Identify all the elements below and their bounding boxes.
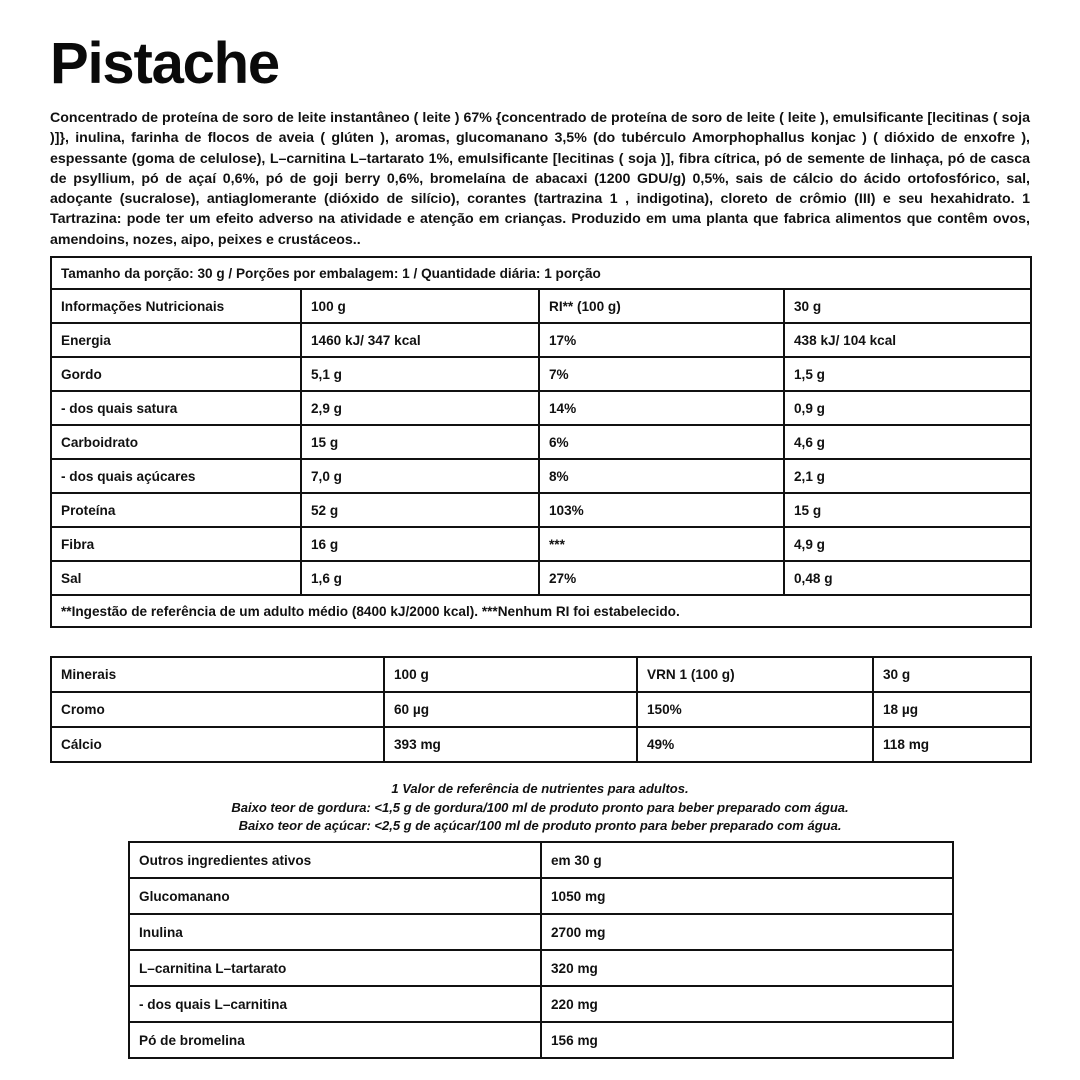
nutrient-ri: 14%: [539, 391, 784, 425]
table-row: [129, 914, 953, 950]
column-header-label: Outros ingredientes ativos: [129, 842, 541, 878]
table-header-row: [51, 289, 1031, 323]
column-header-label: Minerais: [51, 657, 384, 692]
nutrient-ri: 27%: [539, 561, 784, 595]
nutrient-per-30g: 4,6 g: [784, 425, 1031, 459]
column-header-vrn: VRN 1 (100 g): [637, 657, 873, 692]
table-row: [51, 692, 1031, 727]
nutrient-label: - dos quais açúcares: [51, 459, 301, 493]
ingredient-amount: 320 mg: [541, 950, 953, 986]
serving-size-note: Tamanho da porção: 30 g / Porções por embalagem: 1 / Quantidade diária: 1 porção: [51, 257, 1031, 289]
table-row: [51, 357, 1031, 391]
page-title: Pistache: [50, 31, 279, 96]
nutrient-per-30g: 4,9 g: [784, 527, 1031, 561]
nutrient-per-30g: 1,5 g: [784, 357, 1031, 391]
nutrient-per-100g: 1460 kJ/ 347 kcal: [301, 323, 539, 357]
nutrient-per-100g: 15 g: [301, 425, 539, 459]
table-row: [51, 727, 1031, 762]
table-row: [129, 878, 953, 914]
ingredients-paragraph: Concentrado de proteína de soro de leite instantâneo ( leite ) 67% {concentrado de proteína de soro de leite ( leite ), emulsificante [lecitinas ( soja )]}, inulina, farinha de flocos de aveia ( glúten ), aromas, glucomanano 3,5% (do tubérculo Amorphophallus konjac ) ( dióxido de enxofre ), espessante (goma de celulose), L–carnitina L–tartarato 1%, emulsificante [lecitinas ( soja )], fibra cítrica, pó de semente de linhaça, pó de casca de psyllium, pó de açaí 0,6%, pó de goji berry 0,6%, bromelaína de abacaxi (1200 GDU/g) 0,5%, sais de cálcio do ácido ortofosfórico, sal, adoçante (sucralose), antiaglomerante (dióxido de silício), corantes (tartrazina 1 , indigotina), cloreto de crômio (III) e seu hexahidrato. 1 Tartrazina: pode ter um efeito adverso na atividade e atenção em crianças. Produzido em uma planta que fabrica alimentos que contêm ovos, amendoins, nozes, aipo, peixes e crustáceos..: [50, 110, 1030, 248]
nutrient-per-30g: 438 kJ/ 104 kcal: [784, 323, 1031, 357]
column-header-per-30g: em 30 g: [541, 842, 953, 878]
nutrient-per-100g: 16 g: [301, 527, 539, 561]
nutrient-label: - dos quais satura: [51, 391, 301, 425]
footnotes-block: [50, 780, 1030, 836]
nutrient-label: Sal: [51, 561, 301, 595]
footnote-line-2: Baixo teor de gordura: <1,5 g de gordura/100 ml de produto pronto para beber preparado com água.: [231, 799, 849, 815]
mineral-vrn: 49%: [637, 727, 873, 762]
nutrient-label: Carboidrato: [51, 425, 301, 459]
table-row: [51, 527, 1031, 561]
ingredient-label: Glucomanano: [129, 878, 541, 914]
table-row-footnote: [51, 595, 1031, 627]
column-header-per-100g: 100 g: [301, 289, 539, 323]
footnote-line-3: Baixo teor de açúcar: <2,5 g de açúcar/100 ml de produto pronto para beber preparado com água.: [238, 818, 842, 834]
column-header-ri: RI** (100 g): [539, 289, 784, 323]
table-row: [51, 561, 1031, 595]
nutrient-per-100g: 1,6 g: [301, 561, 539, 595]
nutrient-label: Gordo: [51, 357, 301, 391]
nutrient-ri: 8%: [539, 459, 784, 493]
mineral-vrn: 150%: [637, 692, 873, 727]
nutrient-ri: 103%: [539, 493, 784, 527]
column-header-per-30g: 30 g: [873, 657, 1031, 692]
nutrient-label: Fibra: [51, 527, 301, 561]
mineral-per-100g: 60 µg: [384, 692, 637, 727]
table-header-row: [51, 657, 1031, 692]
mineral-label: Cálcio: [51, 727, 384, 762]
mineral-per-30g: 18 µg: [873, 692, 1031, 727]
table-row: [51, 425, 1031, 459]
table-row: [51, 493, 1031, 527]
other-active-ingredients-table: [128, 841, 954, 1059]
table-row: [51, 323, 1031, 357]
nutrient-per-30g: 0,9 g: [784, 391, 1031, 425]
nutrition-footnote: **Ingestão de referência de um adulto médio (8400 kJ/2000 kcal). ***Nenhum RI foi estabelecido.: [51, 595, 1031, 627]
table-row-serving-note: [51, 257, 1031, 289]
nutrient-label: Proteína: [51, 493, 301, 527]
nutrition-facts-table: [50, 256, 1032, 628]
column-header-per-30g: 30 g: [784, 289, 1031, 323]
mineral-per-100g: 393 mg: [384, 727, 637, 762]
table-row: [51, 391, 1031, 425]
nutrient-per-30g: 0,48 g: [784, 561, 1031, 595]
ingredient-amount: 2700 mg: [541, 914, 953, 950]
nutrient-ri: 17%: [539, 323, 784, 357]
nutrient-label: Energia: [51, 323, 301, 357]
column-header-per-100g: 100 g: [384, 657, 637, 692]
table-row: [129, 1022, 953, 1058]
ingredient-amount: 1050 mg: [541, 878, 953, 914]
ingredient-amount: 156 mg: [541, 1022, 953, 1058]
mineral-per-30g: 118 mg: [873, 727, 1031, 762]
footnote-line-1: 1 Valor de referência de nutrientes para adultos.: [391, 781, 689, 796]
column-header-label: Informações Nutricionais: [51, 289, 301, 323]
nutrient-per-100g: 52 g: [301, 493, 539, 527]
ingredient-label: L–carnitina L–tartarato: [129, 950, 541, 986]
ingredient-label: Inulina: [129, 914, 541, 950]
ingredient-label: - dos quais L–carnitina: [129, 986, 541, 1022]
nutrient-per-100g: 7,0 g: [301, 459, 539, 493]
mineral-label: Cromo: [51, 692, 384, 727]
table-row: [51, 459, 1031, 493]
nutrient-per-100g: 2,9 g: [301, 391, 539, 425]
nutrient-ri: 7%: [539, 357, 784, 391]
nutrient-ri: ***: [539, 527, 784, 561]
ingredient-amount: 220 mg: [541, 986, 953, 1022]
minerals-table: [50, 656, 1032, 763]
table-header-row: [129, 842, 953, 878]
nutrient-ri: 6%: [539, 425, 784, 459]
table-row: [129, 986, 953, 1022]
nutrient-per-30g: 15 g: [784, 493, 1031, 527]
table-row: [129, 950, 953, 986]
ingredient-label: Pó de bromelina: [129, 1022, 541, 1058]
nutrient-per-30g: 2,1 g: [784, 459, 1031, 493]
nutrient-per-100g: 5,1 g: [301, 357, 539, 391]
